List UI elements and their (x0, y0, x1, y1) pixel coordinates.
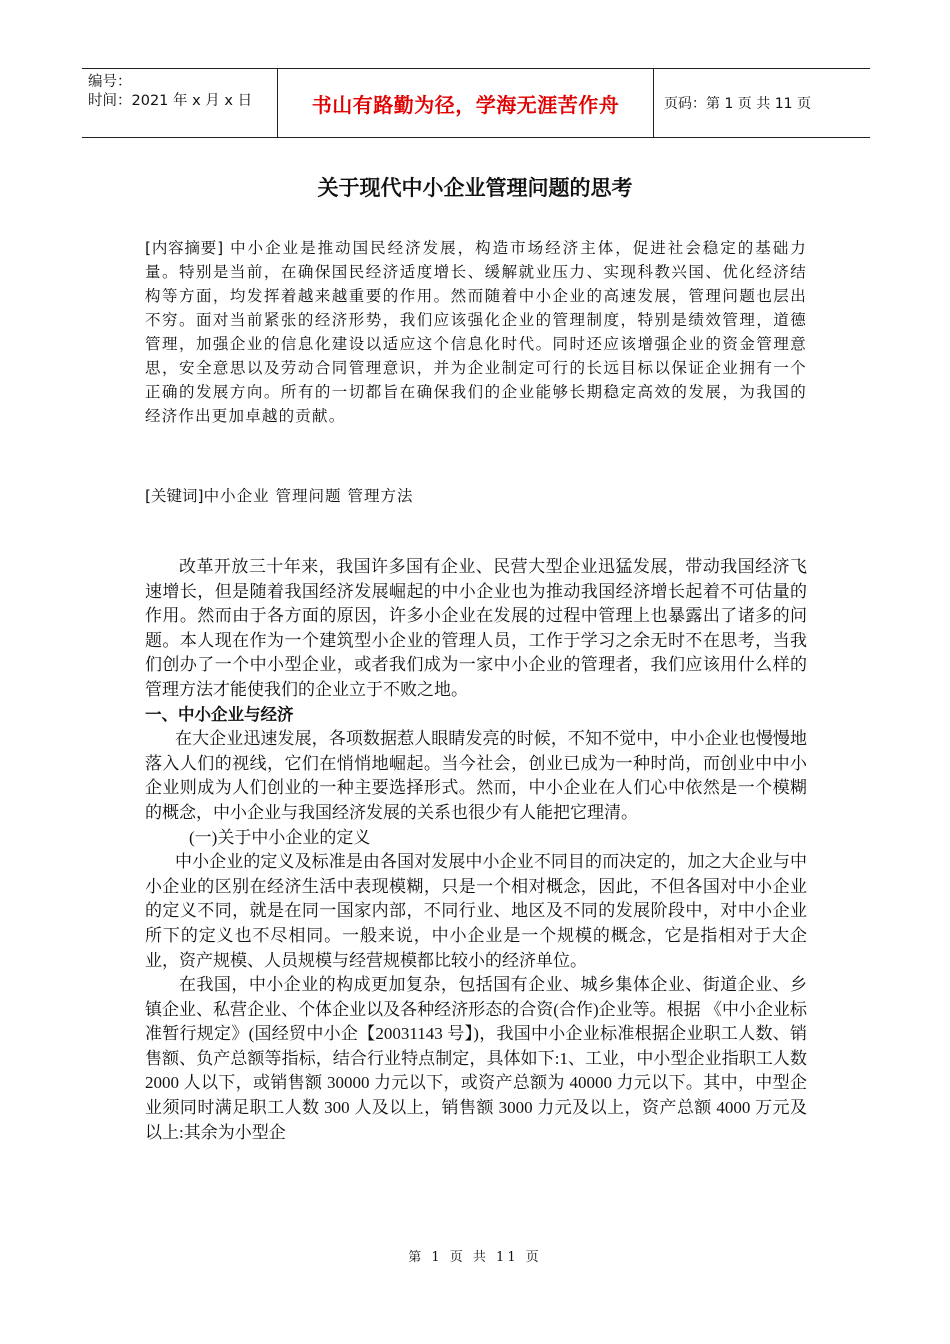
abstract-label: [内容摘要] (145, 239, 224, 257)
subsection-paragraph: 在我国，中小企业的构成更加复杂，包括国有企业、城乡集体企业、街道企业、乡镇企业、私营企业、个体企业以及各种经济形态的合资(合作)企业等。根据 《中小企业标准暂行规定》(国经贸中小企【20031143 号】)，我国中小企业标准根据企业职工人数、销售额、负产总额等指标，结合行业特点制定，具体如下:1、工业，中小型企业指职工人数 2000 人以下，或销售额 30000 力元以下，或资产总额为 40000 力元以下。其中，中型企业须同时满足职工人数 300 人及以上，销售额 3000 力元及以上，资产总额 4000 万元及以上:其余为小型企 (145, 975, 807, 1142)
section-heading: 一、中小企业与经济 (145, 704, 294, 724)
motto-text: 书山有路勤为径，学海无涯苦作舟 (311, 92, 620, 117)
subsection-paragraph: 中小企业的定义及标准是由各国对发展中小企业不同目的而决定的，加之大企业与中小企业的区别在经济生活中表现模糊，只是一个相对概念，因此，不但各国对中小企业的定义不同，就是在同一国家内部，不同行业、地区及不同的发展阶段中，对中小企业所下的定义也不尽相同。一般来说，中小企业是一个规模的概念，它是指相对于大企业，资产规模、人员规模与经营规模都比较小的经济单位。 (145, 852, 807, 970)
document-body (145, 555, 807, 1145)
section-paragraph: 在大企业迅速发展，各项数据惹人眼睛发亮的时候，不知不觉中，中小企业也慢慢地落入人们的视线，它们在悄悄地崛起。当今社会，创业已成为一种时尚，而创业中中小企业则成为人们创业的一种主要选择形式。然而，中小企业在人们心中依然是一个模糊的概念，中小企业与我国经济发展的关系也很少有人能把它理清。 (145, 729, 807, 822)
header-motto-cell (278, 69, 654, 137)
abstract-text: 中小企业是推动国民经济发展，构造市场经济主体，促进社会稳定的基础力量。特别是当前，在确保国民经济适度增长、缓解就业压力、实现科教兴国、优化经济结构等方面，均发挥着越来越重要的作用。然而随着中小企业的高速发展，管理问题也层出不穷。面对当前紧张的经济形势，我们应该强化企业的管理制度，特别是绩效管理，道德管理，加强企业的信息化建设以适应这个信息化时代。同时还应该增强企业的资金管理意思，安全意思以及劳动合同管理意识，并为企业制定可行的长远目标以保证企业拥有一个正确的发展方向。所有的一切都旨在确保我们的企业能够长期稳定高效的发展，为我国的经济作出更加卓越的贡献。 (145, 239, 807, 425)
document-header (82, 68, 870, 138)
page-info: 页码：第 1 页 共 11 页 (664, 96, 811, 112)
intro-paragraph: 改革开放三十年来，我国许多国有企业、民营大型企业迅猛发展，带动我国经济飞速增长，但是随着我国经济发展崛起的中小企业也为推动我国经济增长起着不可估量的作用。然而由于各方面的原因，许多小企业在发展的过程中管理上也暴露出了诸多的问题。本人现在作为一个建筑型小企业的管理人员，工作于学习之余无时不在思考，当我们创办了一个中小型企业，或者我们成为一家中小企业的管理者，我们应该用什么样的管理方法才能使我们的企业立于不败之地。 (145, 557, 807, 699)
subsection-heading: (一)关于中小企业的定义 (189, 827, 371, 847)
keywords-text: 中小企业 管理问题 管理方法 (203, 487, 414, 505)
abstract (145, 236, 807, 428)
header-meta-cell (82, 69, 278, 137)
document-title: 关于现代中小企业管理问题的思考 (317, 176, 633, 200)
date-label: 时间：2021 年 x 月 x 日 (88, 93, 253, 109)
header-page-cell (654, 69, 870, 137)
keywords-label: [关键词] (145, 487, 204, 505)
page-footer: 第 1 页 共 11 页 (408, 1250, 542, 1265)
number-label: 编号： (88, 74, 132, 90)
keywords (145, 484, 807, 508)
